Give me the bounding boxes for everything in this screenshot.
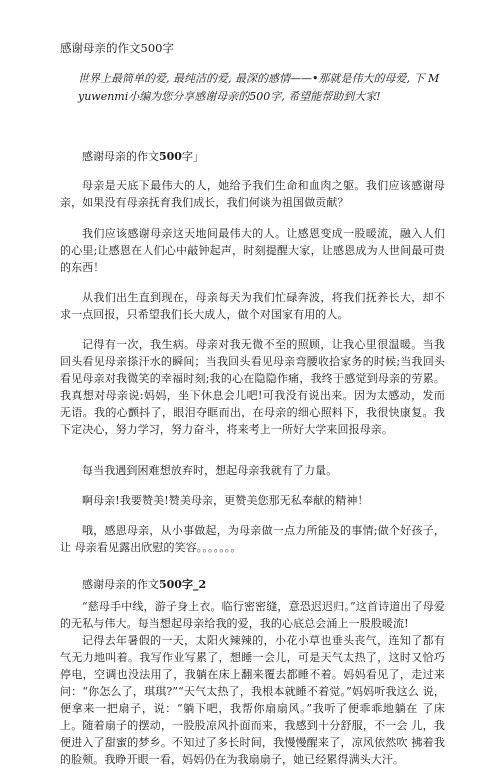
paragraph-1: 母亲是天底下最伟大的人，她给予我们生命和血肉之躯。我们应该感谢母 亲，如果没有母亲抚育我们成长，我们何谈为祖国做贡献？ [60,179,445,209]
section-heading-2 [82,576,206,592]
paragraph-5: 每当我遇到困难想放弃时，想起母亲我就有了力量。 [82,464,338,477]
section-heading-1-bold: 500 [159,150,182,163]
paragraph-7: 哦，感恩母亲，从小事做起，为母亲做一点力所能及的事情;做个好孩子，让 母亲看见露出欣慰的笑容。。。。。。。 [60,524,445,554]
paragraph-8: “慈母手中线，游子身上衣。临行密密缝，意恐迟迟归。”这首诗道出了母爱的无私与伟大。每当想起母亲给我的爱，我的心底总会涌上一股股暖流! [60,600,445,630]
paragraph-4: 记得有一次，我生病。母亲对我无微不至的照顾，让我心里很温暖。当我 回头看见母亲搽汗水的瞬间；当我回头看见母亲弯腰收拾家务的时候;当我回头 看见母亲对我微笑的幸福时刻;我的心在隐隐作痛，我终于感觉到母亲的劳累。 我真想对母亲说:妈妈，坐下休息会儿吧!可我没有说出来。因为太感动，发而 无语。我的心颤抖了，眼泪夺眶而出，在母亲的细心照料下，我很快康复。我 下定决心，努力学习，努力奋斗，将来考上一所好大学来回报母亲。 [60,338,445,436]
section-heading-1-suffix: 字」 [181,150,204,163]
paragraph-2: 我们应该感谢母亲这天地间最伟大的人。让感恩变成一股暖流，融入人们 的心里;让感恩在人们心中敲钟起声，时刻提醒大家，让感恩成为人世间最可贵 的东西！ [60,227,445,274]
paragraph-6: 啊母亲!我要赞美!赞美母亲，更赞美您那无私奉献的精神！ [82,494,369,507]
section-heading-1 [82,148,204,164]
section-heading-2-bold: 500字_2 [159,578,207,591]
document-title: 感谢母亲的作文500字 [60,41,174,55]
paragraph-9: 记得去年暑假的一天，太阳火辣辣的，小花小草也垂头丧气，连知了都有 气无力地叫着。我写作业写累了，想睡一会儿，可是天气太热了，这时又恰巧 停电，空调也没法用了，我躺在床上翻来覆去都睡不着。妈妈看见了，走过来 问：“你怎么了，琪琪?”“天气太热了，我根本就睡不着觉。”妈妈听我这么 说，便拿来一把扇子，说：“躺下吧，我帮你扇扇风。”我听了便乖乖地躺在 了床上。随着扇子的摆动，一股股凉风扑面而来，我感到十分舒服，不一会 儿，我便进入了甜蜜的梦乡。不知过了多长时间，我慢慢醒来了，凉风依然吹 拂着我的脸颊。我睁开眼一看，妈妈仍在为我扇扇子，她已经累得满头大汗。 [60,634,445,766]
section-heading-1-prefix: 感谢母亲的作文 [82,150,159,163]
intro-text: 世界上最简单的爱, 最纯洁的爱, 最深的感情——•那就是伟大的母爱, 下 M yuwenmi小编为您分享感谢母亲的500字, 希望能帮助到大家! [78,72,440,103]
section-heading-2-prefix: 感谢母亲的作文 [82,578,159,591]
paragraph-3: 从我们出生直到现在，母亲每天为我们忙碌奔波，将我们抚养长大，却不 求一点回报，只希望我们长大成人，做个对国家有用的人。 [60,291,445,321]
